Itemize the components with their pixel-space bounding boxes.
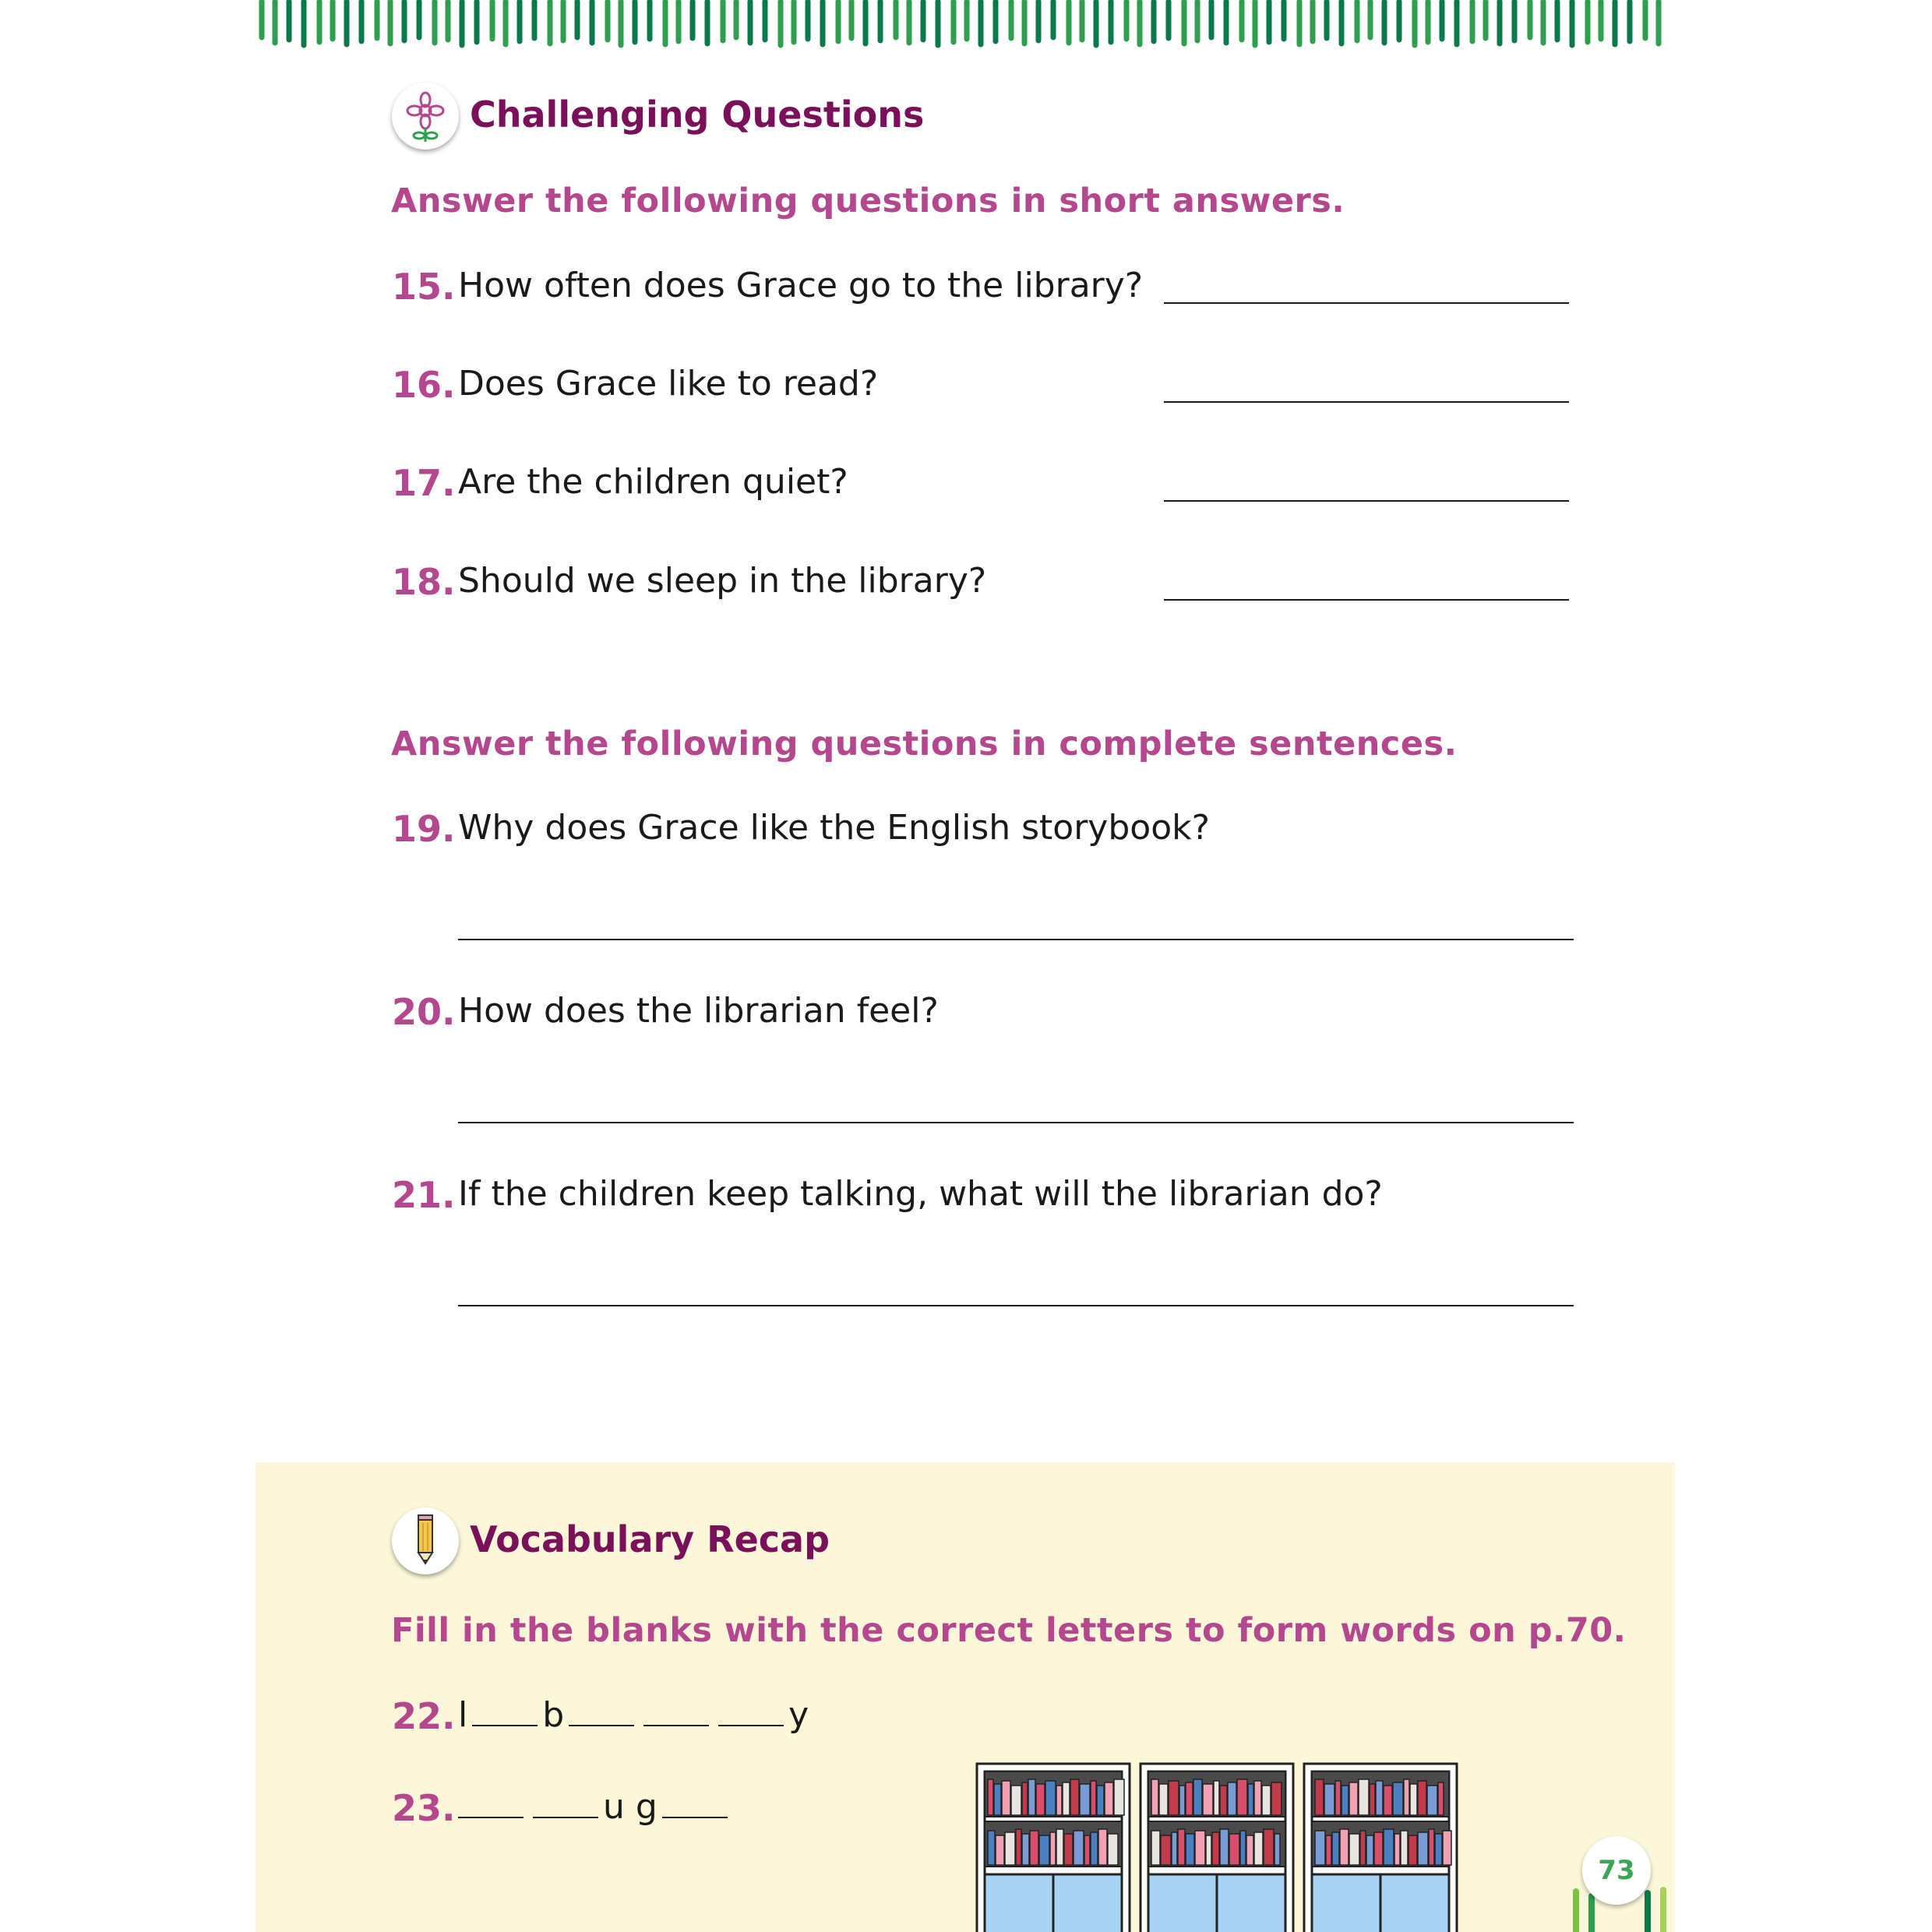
- question-text: If the children keep talking, what will the librarian do?: [458, 1174, 1383, 1214]
- question-text: Does Grace like to read?: [458, 364, 879, 404]
- given-letter: b: [542, 1695, 565, 1735]
- question-number: 20.: [392, 991, 456, 1033]
- answer-line[interactable]: [458, 939, 1574, 940]
- question-number: 21.: [392, 1174, 456, 1216]
- fill-blank-word: [458, 1695, 809, 1735]
- letter-blank[interactable]: [569, 1719, 634, 1726]
- answer-line[interactable]: [1164, 599, 1569, 601]
- fill-blank-word: [458, 1787, 732, 1827]
- question-number: 15.: [392, 266, 456, 308]
- question-number: 19.: [392, 808, 456, 850]
- bookshelves-illustration: [975, 1762, 1460, 1932]
- given-letter: l: [458, 1695, 468, 1735]
- top-stripe-border: [257, 0, 1675, 48]
- given-letter: u: [603, 1787, 625, 1827]
- instruction-fill-blanks: Fill in the blanks with the correct letters to form words on p.70.: [391, 1611, 1627, 1650]
- question-number: 16.: [392, 364, 456, 406]
- question-number: 17.: [392, 462, 456, 504]
- letter-blank[interactable]: [458, 1810, 524, 1818]
- page-number: 73: [1598, 1855, 1635, 1886]
- question-text: How does the librarian feel?: [458, 991, 939, 1031]
- question-text: How often does Grace go to the library?: [458, 266, 1144, 305]
- given-letter: y: [788, 1695, 809, 1735]
- instruction-complete-sentences: Answer the following questions in complete sentences.: [391, 724, 1458, 763]
- question-number: 23.: [392, 1787, 456, 1829]
- instruction-short-answers: Answer the following questions in short answers.: [391, 182, 1345, 220]
- question-number: 18.: [392, 561, 456, 603]
- pencil-icon: [392, 1507, 459, 1574]
- page-number-badge: [1582, 1836, 1651, 1905]
- question-number: 22.: [392, 1695, 456, 1737]
- question-text: Are the children quiet?: [458, 462, 848, 502]
- answer-line[interactable]: [458, 1122, 1574, 1123]
- letter-blank[interactable]: [718, 1719, 784, 1726]
- letter-blank[interactable]: [472, 1719, 538, 1726]
- section-title-challenging: Challenging Questions: [470, 93, 925, 136]
- letter-blank[interactable]: [662, 1810, 728, 1818]
- letter-blank[interactable]: [643, 1719, 709, 1726]
- flower-icon: [392, 83, 459, 150]
- section-title-vocabulary: Vocabulary Recap: [470, 1518, 830, 1560]
- answer-line[interactable]: [1164, 302, 1569, 304]
- question-text: Should we sleep in the library?: [458, 561, 987, 601]
- letter-blank[interactable]: [533, 1810, 598, 1818]
- given-letter: g: [635, 1787, 658, 1827]
- question-text: Why does Grace like the English storybook?: [458, 808, 1210, 848]
- answer-line[interactable]: [1164, 401, 1569, 403]
- answer-line[interactable]: [458, 1305, 1574, 1306]
- answer-line[interactable]: [1164, 500, 1569, 502]
